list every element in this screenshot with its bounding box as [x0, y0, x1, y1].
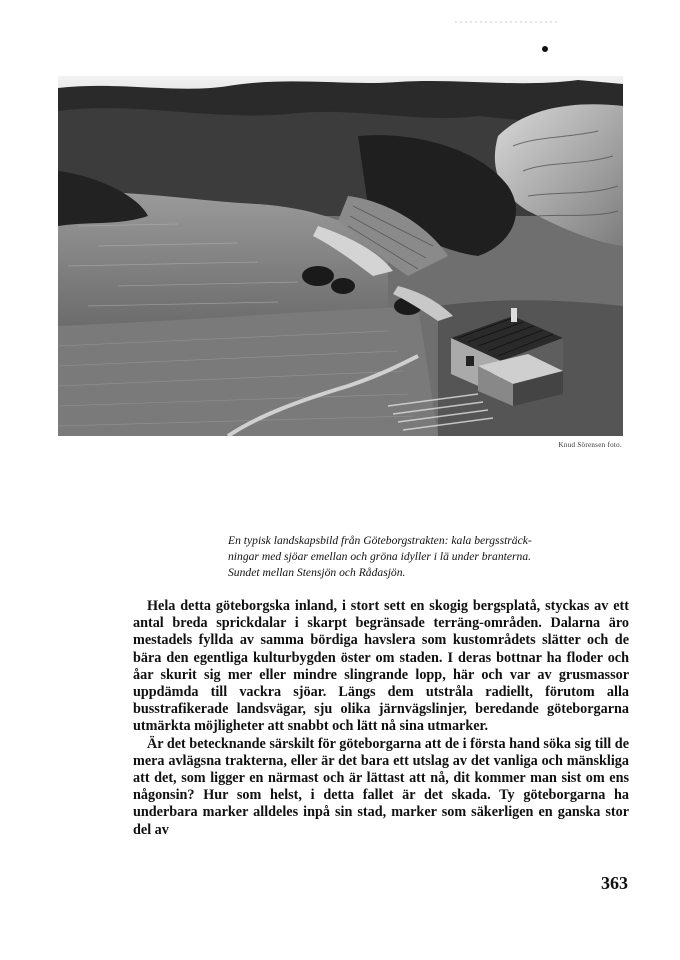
scan-marks	[0, 0, 680, 80]
landscape-photo-image	[58, 76, 623, 436]
page-number: 363	[601, 873, 628, 893]
photo-credit: Knud Sörensen foto.	[558, 441, 622, 449]
landscape-photo	[58, 76, 623, 436]
body-text	[133, 598, 629, 839]
caption-line: Sundet mellan Stensjön och Rådasjön.	[228, 566, 406, 579]
ink-dot	[542, 46, 548, 52]
body-paragraph: Hela detta göteborgska inland, i stort sett en skogig bergsplatå, styckas av ett antal breda sprickdalar i skarpt begränsade terräng-områden. Dalarna äro mestadels fyllda av samma bördiga havslera som kustområdets slätter och de bära den egentliga kulturbygden öster om staden. I deras bottnar ha floder och åar skurit sig mer eller mindre slingrande lopp, här och var av grusmassor uppdämda till vackra sjöar. Längs dem utstråla radiellt, förutom alla busstrafikerade landsvägar, sju olika järnvägslinjer, beredande göteborgarna utmärkta möjligheter att snabbt och lätt nå sina utmarker.	[133, 598, 629, 735]
body-paragraph: Är det betecknande särskilt för göteborgarna att de i första hand söka sig till de mera avlägsna trakterna, eller är det bara ett utslag av det vanliga och mänskliga att det, som ligger en närmast och är lättast att nå, dit kommer man sist om ens någonsin? Hur som helst, i detta fallet är det skada. Ty göteborgarna ha underbara marker alldeles inpå sin stad, marker som säkerligen en ganska stor del av	[133, 735, 629, 838]
caption-line: ningar med sjöar emellan och gröna idyller i lä under branterna.	[228, 550, 532, 563]
caption-line: En typisk landskapsbild från Göteborgstrakten: kala bergssträck-	[228, 534, 532, 547]
photo-caption	[228, 533, 628, 581]
